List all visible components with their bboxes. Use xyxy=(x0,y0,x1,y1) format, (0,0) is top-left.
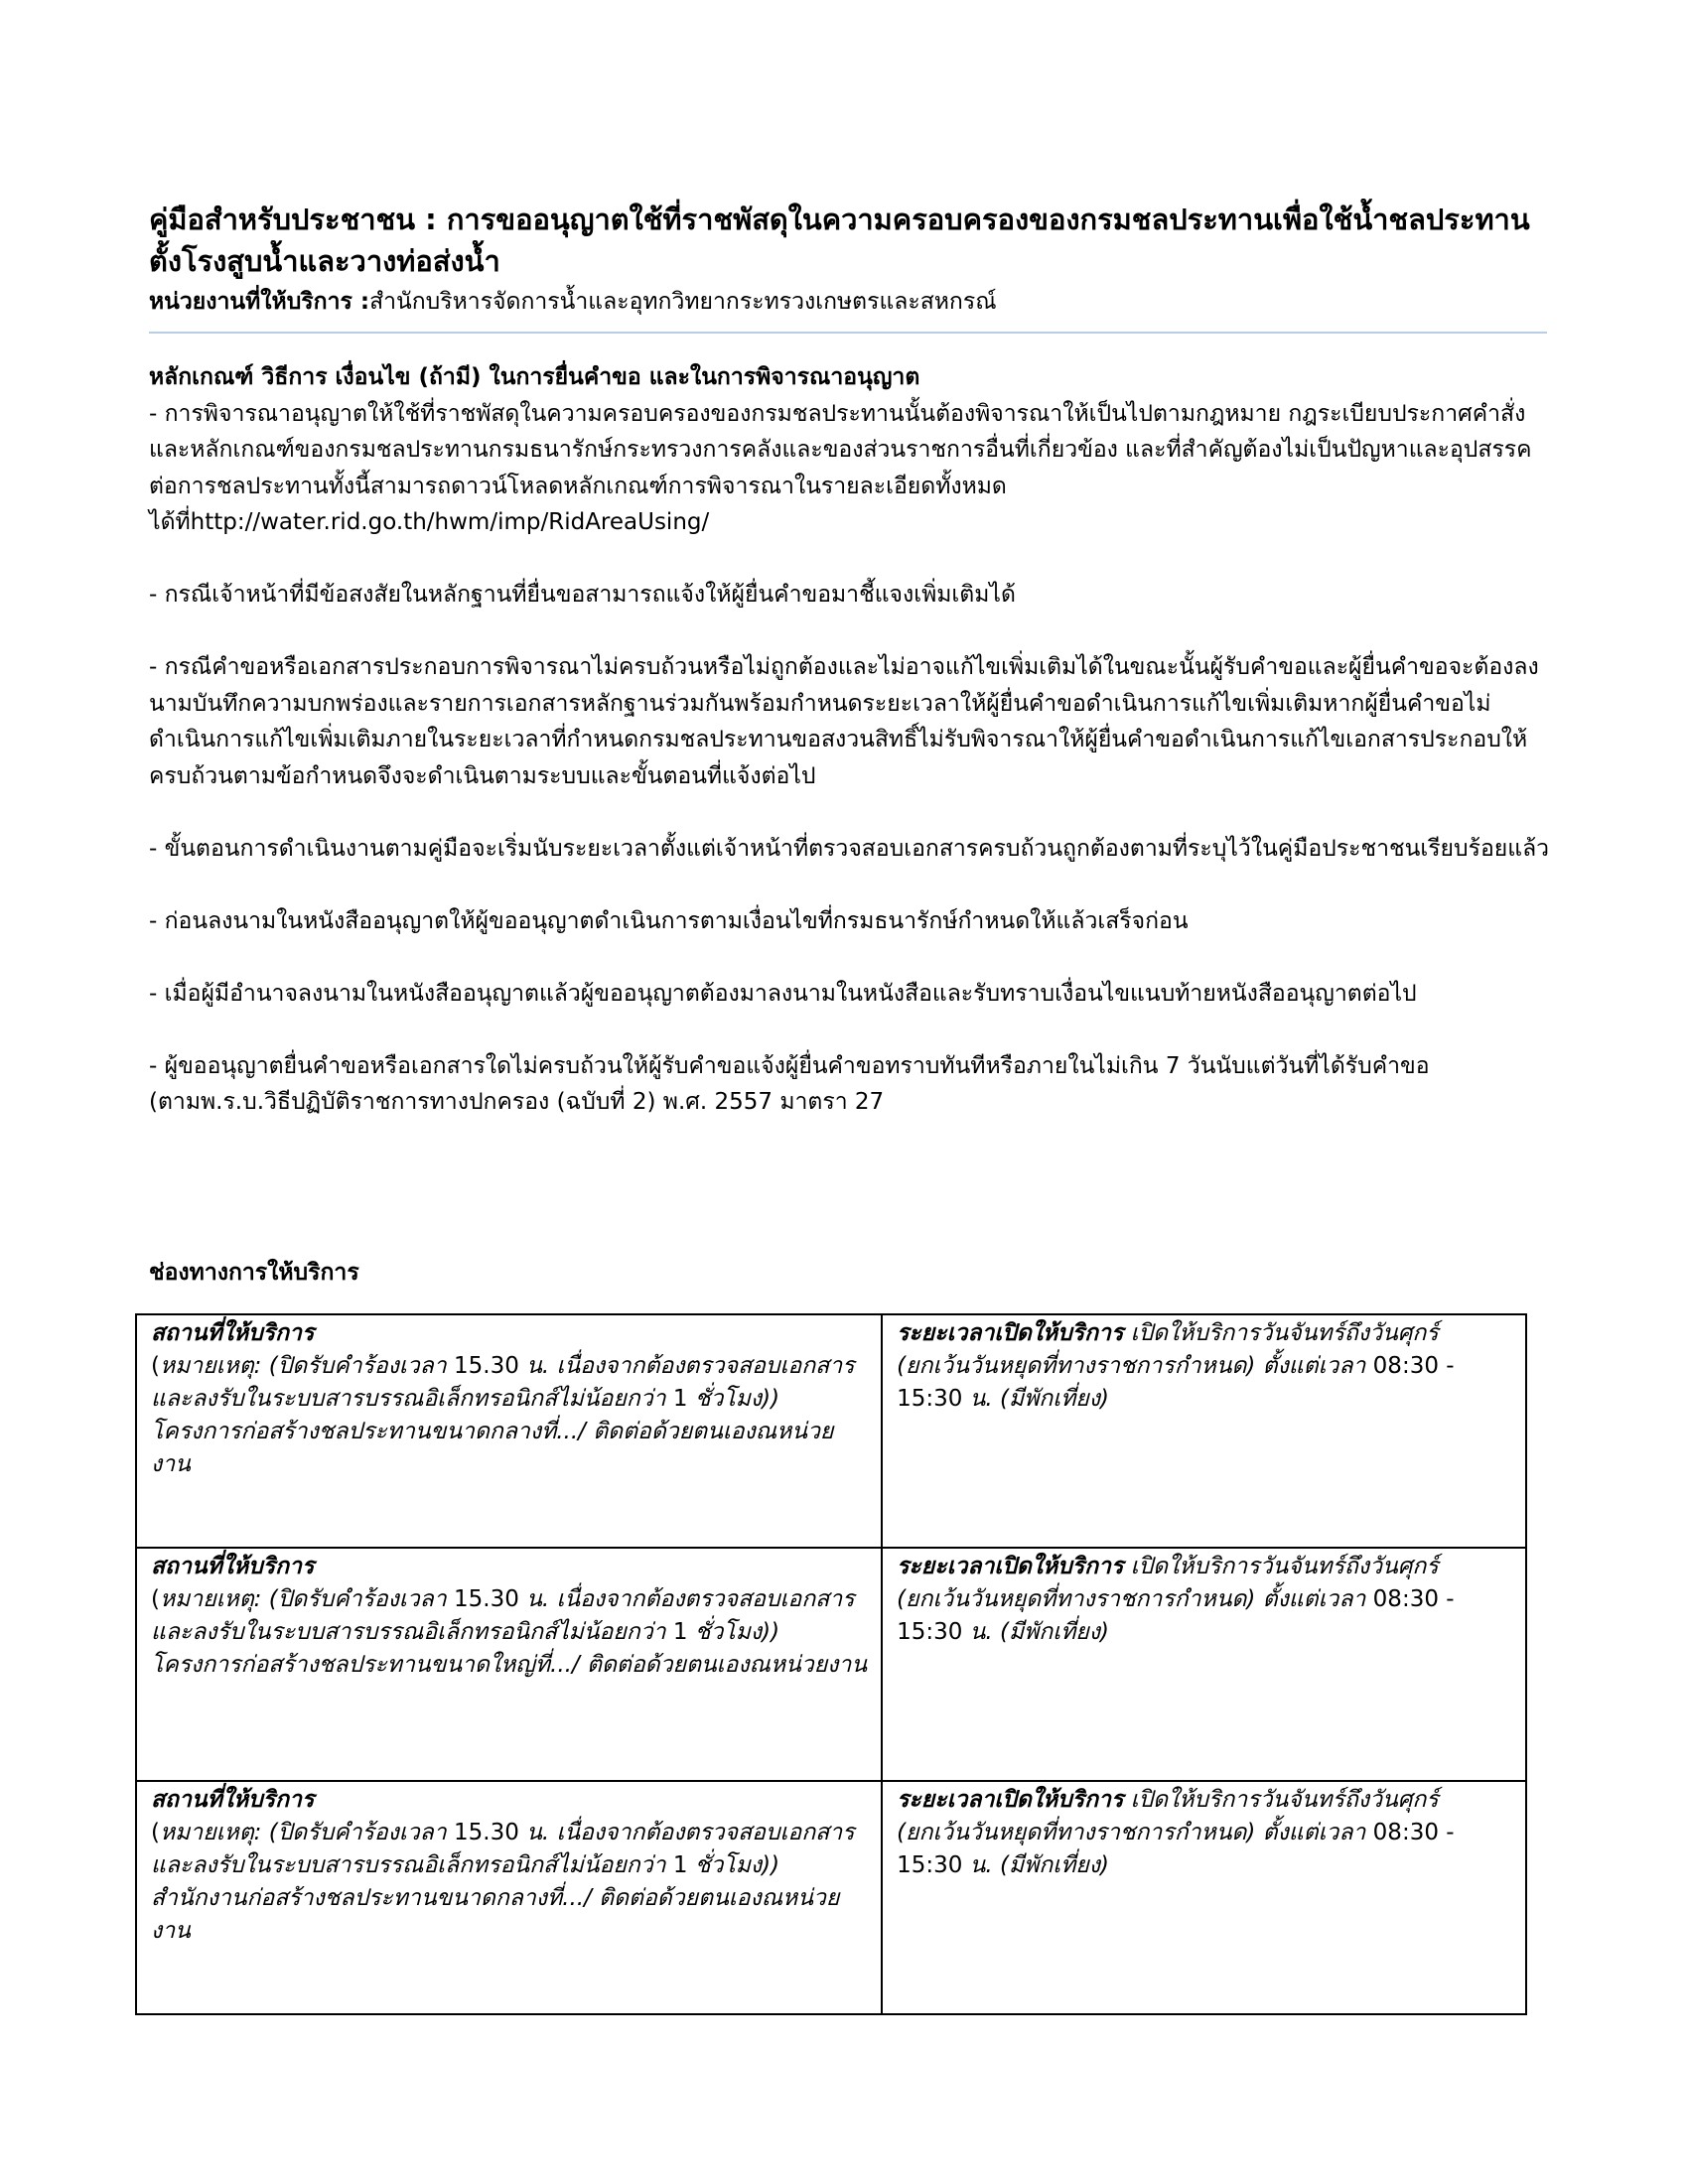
note-label: หมายเหตุ xyxy=(159,1820,254,1845)
service-hours-text: เปิดให้บริการวันจันทร์ถึงวันศุกร์ (ยกเว้นวันหยุดที่ทางราชการกำหนด) ตั้งแต่เวลา xyxy=(897,1787,1439,1845)
note-end: ชั่วโมง)) xyxy=(694,1619,780,1645)
service-agency xyxy=(149,285,1539,319)
note-rest: น. เนื่องจากต้องตรวจสอบเอกสารและลงรับในระบบสารบรรณอิเล็กทรอนิกส์ไม่น้อยกว่า xyxy=(151,1586,855,1645)
service-hours-cell xyxy=(882,1314,1526,1548)
service-location-label: สถานที่ให้บริการ xyxy=(151,1320,315,1346)
contact-method: / ติดต่อด้วยตนเองณหน่วยงาน xyxy=(151,1885,840,1944)
service-hours-end: น. (มีพักเที่ยง) xyxy=(962,1386,1109,1412)
service-hours-label: ระยะเวลาเปิดให้บริการ xyxy=(897,1787,1124,1813)
note-label: หมายเหตุ xyxy=(159,1353,254,1379)
note-number: 1 xyxy=(665,1386,695,1412)
service-location-label: สถานที่ให้บริการ xyxy=(151,1787,315,1813)
contact-method: / ติดต่อด้วยตนเองณหน่วยงาน xyxy=(151,1419,834,1477)
criteria-item: - เมื่อผู้มีอำนาจลงนามในหนังสืออนุญาตแล้วผู้ขออนุญาตต้องมาลงนามในหนังสือและรับทราบเงื่อนไขแนบท้ายหนังสืออนุญาตต่อไป xyxy=(149,980,1417,1007)
service-hours-label: ระยะเวลาเปิดให้บริการ xyxy=(897,1320,1124,1346)
service-location-label: สถานที่ให้บริการ xyxy=(151,1554,315,1579)
note-number: 1 xyxy=(665,1852,695,1878)
service-hours-range: 08:30 - 15:30 xyxy=(897,1820,1455,1878)
contact-method: / ติดต่อด้วยตนเองณหน่วยงาน xyxy=(571,1652,868,1678)
criteria-item: - ผู้ขออนุญาตยื่นคำขอหรือเอกสารใดไม่ครบถ้วนให้ผู้รับคำขอแจ้งผู้ยื่นคำขอทราบทันทีหรือภายในไม่เกิน 7 วันนับแต่วันที่ได้รับคำขอ (ตามพ.ร.บ.วิธีปฏิบัติราชการทางปกครอง (ฉบับที่ 2) พ.ศ. 2557 มาตรา 27 xyxy=(149,1052,1430,1115)
service-location-cell xyxy=(136,1548,882,1781)
office-name: โครงการก่อสร้างชลประทานขนาดกลางที่... xyxy=(151,1419,579,1444)
criteria-heading: หลักเกณฑ์ วิธีการ เงื่อนไข (ถ้ามี) ในการยื่นคำขอ และในการพิจารณาอนุญาต xyxy=(149,364,920,390)
note-rest: น. เนื่องจากต้องตรวจสอบเอกสารและลงรับในระบบสารบรรณอิเล็กทรอนิกส์ไม่น้อยกว่า xyxy=(151,1353,855,1412)
service-hours-end: น. (มีพักเที่ยง) xyxy=(962,1852,1109,1878)
table-row xyxy=(136,1781,1526,2014)
service-hours-end: น. (มีพักเที่ยง) xyxy=(962,1619,1109,1645)
office-name: สำนักงานก่อสร้างชลประทานขนาดกลางที่... xyxy=(151,1885,585,1911)
service-hours-text: เปิดให้บริการวันจันทร์ถึงวันศุกร์ (ยกเว้นวันหยุดที่ทางราชการกำหนด) ตั้งแต่เวลา xyxy=(897,1320,1439,1379)
service-channels-heading: ช่องทางการให้บริการ xyxy=(149,1260,359,1286)
service-hours-cell xyxy=(882,1781,1526,2014)
note-paren: ( xyxy=(151,1353,160,1379)
service-location-cell xyxy=(136,1781,882,2014)
note-paren: ( xyxy=(151,1820,160,1845)
criteria-item: - ก่อนลงนามในหนังสืออนุญาตให้ผู้ขออนุญาตดำเนินการตามเงื่อนไขที่กรมธนารักษ์กำหนดให้แล้วเสร็จก่อน xyxy=(149,907,1189,934)
service-hours-text: เปิดให้บริการวันจันทร์ถึงวันศุกร์ (ยกเว้นวันหยุดที่ทางราชการกำหนด) ตั้งแต่เวลา xyxy=(897,1554,1439,1612)
note-end: ชั่วโมง)) xyxy=(694,1386,780,1412)
note-text: : (ปิดรับคำร้องเวลา xyxy=(253,1353,447,1379)
service-hours-range: 08:30 - 15:30 xyxy=(897,1353,1455,1412)
note-text: : (ปิดรับคำร้องเวลา xyxy=(253,1586,447,1612)
note-label: หมายเหตุ xyxy=(159,1586,254,1612)
note-paren: ( xyxy=(151,1586,160,1612)
criteria-item: - กรณีเจ้าหน้าที่มีข้อสงสัยในหลักฐานที่ยื่นขอสามารถแจ้งให้ผู้ยื่นคำขอมาชี้แจงเพิ่มเติมได้ xyxy=(149,582,1016,608)
note-time: 15.30 xyxy=(446,1820,527,1845)
criteria-item: - ขั้นตอนการดำเนินงานตามคู่มือจะเริ่มนับระยะเวลาตั้งแต่เจ้าหน้าที่ตรวจสอบเอกสารครบถ้วนถูกต้องตามที่ระบุไว้ในคู่มือประชาชนเรียบร้อยแล้ว xyxy=(149,835,1550,862)
service-agency-label: หน่วยงานที่ให้บริการ : xyxy=(149,289,370,315)
criteria-section xyxy=(149,359,1551,1157)
note-text: : (ปิดรับคำร้องเวลา xyxy=(253,1820,447,1845)
document-title: คู่มือสำหรับประชาชน : การขออนุญาตใช้ที่ราชพัสดุในความครอบครองของกรมชลประทานเพื่อใช้น้ำชลประทานตั้งโรงสูบน้ำและวางท่อส่งน้ำ xyxy=(149,203,1530,278)
service-channels-table xyxy=(135,1313,1527,2015)
note-number: 1 xyxy=(665,1619,695,1645)
note-time: 15.30 xyxy=(446,1586,527,1612)
service-hours-range: 08:30 - 15:30 xyxy=(897,1586,1455,1645)
criteria-item: - การพิจารณาอนุญาตให้ใช้ที่ราชพัสดุในความครอบครองของกรมชลประทานนั้นต้องพิจารณาให้เป็นไปตามกฎหมาย กฎระเบียบประกาศคำสั่งและหลักเกณฑ์ของกรมชลประทานกรมธนารักษ์กระทรวงการคลังและของส่วนราชการอื่นที่เกี่ยวข้อง และที่สำคัญต้องไม่เป็นปัญหาและอุปสรรคต่อการชลประทานทั้งนี้สามารถดาวน์โหลดหลักเกณฑ์การพิจารณาในรายละเอียดทั้งหมดได้ที่http://water.rid.go.th/hwm/imp/RidAreaUsing/ xyxy=(149,400,1532,535)
service-agency-value: สำนักบริหารจัดการน้ำและอุทกวิทยากระทรวงเกษตรและสหกรณ์ xyxy=(369,289,997,315)
note-rest: น. เนื่องจากต้องตรวจสอบเอกสารและลงรับในระบบสารบรรณอิเล็กทรอนิกส์ไม่น้อยกว่า xyxy=(151,1820,855,1878)
office-name: โครงการก่อสร้างชลประทานขนาดใหญ่ที่... xyxy=(151,1652,572,1678)
service-location-cell xyxy=(136,1314,882,1548)
note-end: ชั่วโมง)) xyxy=(694,1852,780,1878)
title-divider xyxy=(149,332,1547,334)
service-hours-label: ระยะเวลาเปิดให้บริการ xyxy=(897,1554,1124,1579)
table-row xyxy=(136,1314,1526,1548)
criteria-item: - กรณีคำขอหรือเอกสารประกอบการพิจารณาไม่ครบถ้วนหรือไม่ถูกต้องและไม่อาจแก้ไขเพิ่มเติมได้ในขณะนั้นผู้รับคำขอและผู้ยื่นคำขอจะต้องลงนามบันทึกความบกพร่องและรายการเอกสารหลักฐานร่วมกันพร้อมกำหนดระยะเวลาให้ผู้ยื่นคำขอดำเนินการแก้ไขเพิ่มเติมหากผู้ยื่นคำขอไม่ดำเนินการแก้ไขเพิ่มเติมภายในระยะเวลาที่กำหนดกรมชลประทานขอสงวนสิทธิ์ไม่รับพิจารณาให้ผู้ยื่นคำขอดำเนินการแก้ไขเอกสารประกอบให้ครบถ้วนตามข้อกำหนดจึงจะดำเนินตามระบบและขั้นตอนที่แจ้งต่อไป xyxy=(149,654,1539,789)
note-time: 15.30 xyxy=(446,1353,527,1379)
table-row xyxy=(136,1548,1526,1781)
service-hours-cell xyxy=(882,1548,1526,1781)
